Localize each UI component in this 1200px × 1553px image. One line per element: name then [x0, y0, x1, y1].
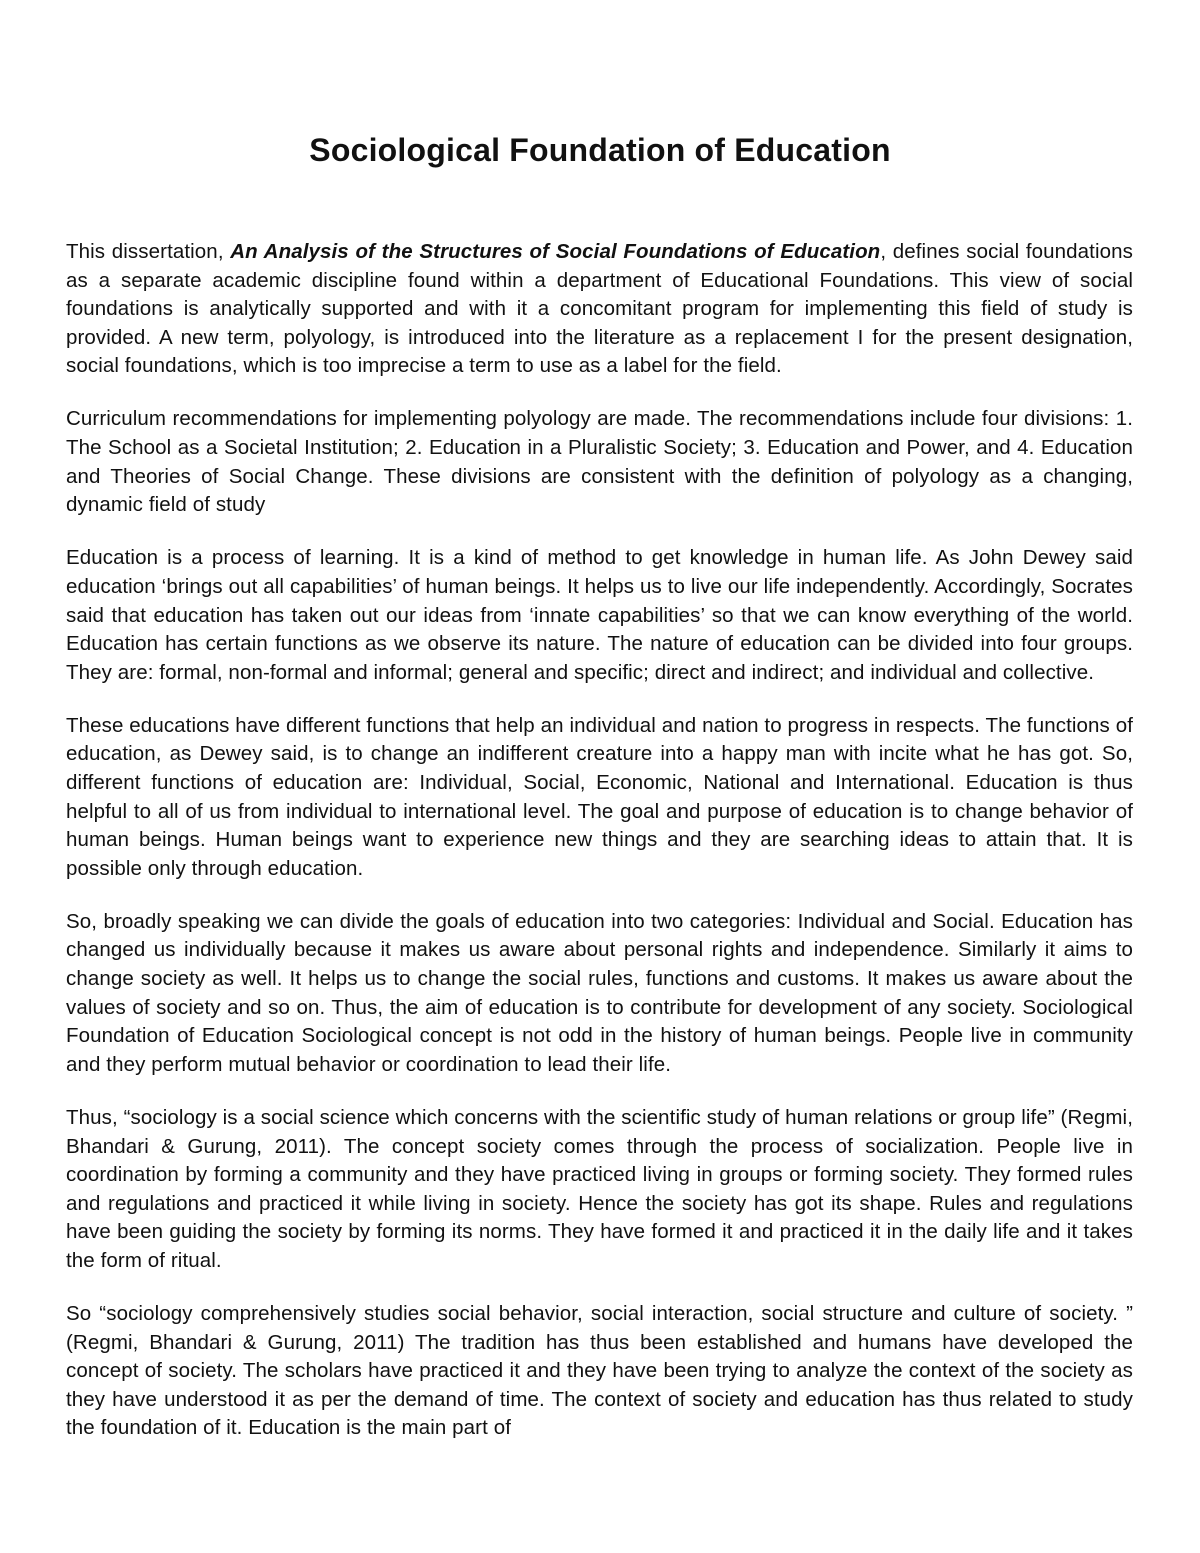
document-body — [66, 238, 1133, 1467]
paragraph-6: Thus, “sociology is a social science which concerns with the scientific study of human relations or group life” (Regmi, Bhandari & Gurung, 2011). The concept society comes through the process of socialization. People live in coordination by forming a community and they have practiced living in groups or forming society. They formed rules and regulations and practiced it while living in society. Hence the society has got its shape. Rules and regulations have been guiding the society by forming its norms. They have formed it and practiced it in the daily life and it takes the form of ritual. — [66, 1105, 1133, 1272]
paragraph-7: So “sociology comprehensively studies social behavior, social interaction, social structure and culture of society. ” (Regmi, Bhandari & Gurung, 2011) The tradition has thus been established and humans have developed the concept of society. The scholars have practiced it and they have been trying to analyze the context of the society as they have understood it as per the demand of time. The context of society and education has thus related to study the foundation of it. Education is the main part of — [66, 1302, 1133, 1440]
paragraph-5: So, broadly speaking we can divide the goals of education into two categories: Individual and Social. Education has changed us individually because it makes us aware about personal rights and independence. Similarly it aims to change society as well. It helps us to change the social rules, functions and customs. It makes us aware about the values of society and so on. Thus, the aim of education is to contribute for development of any society. Sociological Foundation of Education Sociological concept is not odd in the history of human beings. People live in community and they perform mutual behavior or coordination to lead their life. — [66, 909, 1133, 1076]
paragraph-1 — [66, 238, 1133, 381]
paragraph-1-lead: This dissertation, — [66, 240, 231, 263]
dissertation-title-emphasis: An Analysis of the Structures of Social Foundations of Education — [230, 240, 881, 263]
page-title: Sociological Foundation of Education — [309, 132, 891, 168]
paragraph-1-rest: , defines social foundations as a separate academic discipline found within a department of Educational Foundations. This view of social foundations is analytically supported and with it a concomitant program for implementing this field of study is provided. A new term, polyology, is introduced into the literature as a replacement I for the present designation, social foundations, which is too imprecise a term to use as a label for the field. — [66, 240, 1133, 378]
paragraph-4: These educations have different functions that help an individual and nation to progress in respects. The functions of education, as Dewey said, is to change an indifferent creature into a happy man with incite what he has got. So, different functions of education are: Individual, Social, Economic, National and International. Education is thus helpful to all of us from individual to international level. The goal and purpose of education is to change behavior of human beings. Human beings want to experience new things and they are searching ideas to attain that. It is possible only through education. — [66, 713, 1133, 880]
paragraph-3: Education is a process of learning. It is a kind of method to get knowledge in human life. As John Dewey said education ‘brings out all capabilities’ of human beings. It helps us to live our life independently. Accordingly, Socrates said that education has taken out our ideas from ‘innate capabilities’ so that we can know everything of the world. Education has certain functions as we observe its nature. The nature of education can be divided into four groups. They are: formal, non-formal and informal; general and specific; direct and indirect; and individual and collective. — [66, 546, 1133, 684]
paragraph-2: Curriculum recommendations for implementing polyology are made. The recommendations include four divisions: 1. The School as a Societal Institution; 2. Education in a Pluralistic Society; 3. Education and Power, and 4. Education and Theories of Social Change. These divisions are consistent with the definition of polyology as a changing, dynamic field of study — [66, 407, 1133, 517]
